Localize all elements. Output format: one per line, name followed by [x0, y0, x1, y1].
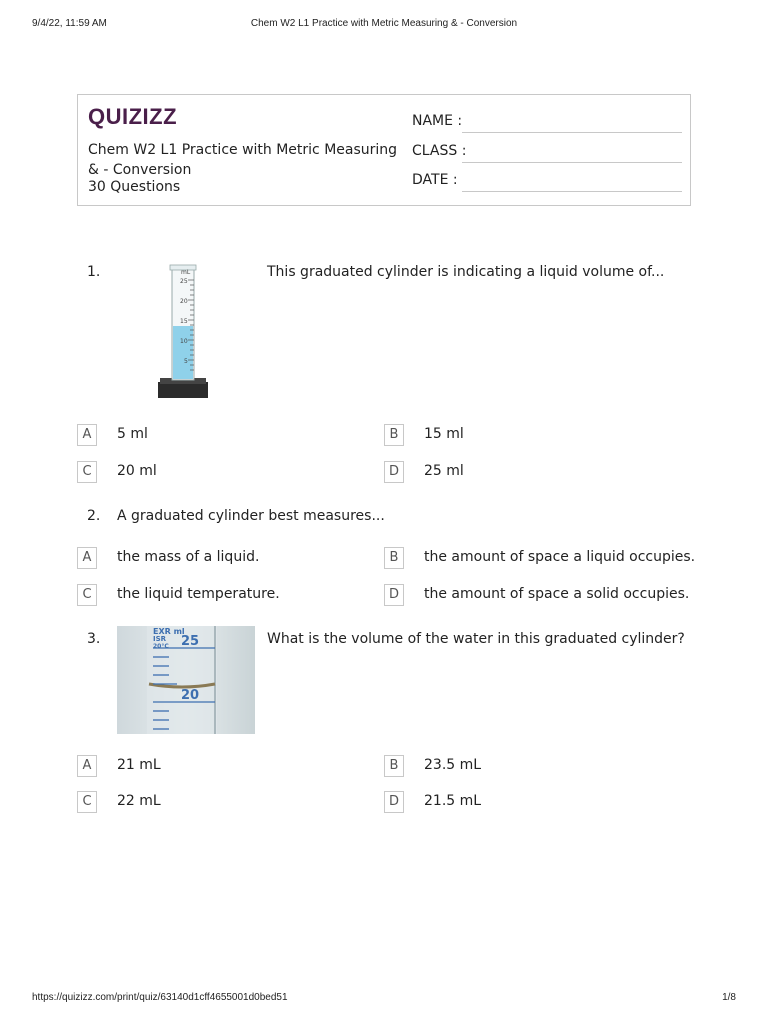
option-text: 21 mL — [117, 757, 161, 773]
question-2-option-a[interactable] — [77, 547, 377, 569]
question-3-option-d[interactable] — [384, 791, 684, 813]
date-label: DATE : — [412, 172, 458, 188]
option-text: 21.5 mL — [424, 793, 482, 809]
question-2-option-c[interactable] — [77, 584, 377, 606]
cylinder-photo-image — [117, 626, 255, 734]
photo-label: 20 — [181, 688, 200, 703]
question-2-number: 2. — [87, 508, 101, 524]
photo-label: 25 — [181, 634, 200, 649]
class-label: CLASS : — [412, 143, 467, 159]
print-url: https://quizizz.com/print/quiz/63140d1cff4655001d0bed51 — [32, 992, 288, 1003]
question-1-option-b[interactable] — [384, 424, 684, 446]
print-datetime: 9/4/22, 11:59 AM — [32, 18, 107, 29]
print-title: Chem W2 L1 Practice with Metric Measuring & - Conversion — [250, 18, 518, 29]
name-field[interactable] — [412, 111, 682, 133]
photo-label: EXR ml — [153, 627, 185, 636]
question-3-option-c[interactable] — [77, 791, 377, 813]
page-number: 1/8 — [722, 992, 736, 1003]
question-2-option-d[interactable] — [384, 584, 690, 606]
option-letter: C — [77, 791, 97, 813]
option-letter: D — [384, 791, 404, 813]
name-line — [462, 132, 682, 133]
question-2-text: A graduated cylinder best measures... — [117, 508, 385, 524]
question-1-text: This graduated cylinder is indicating a liquid volume of... — [267, 264, 665, 280]
question-1-option-a[interactable] — [77, 424, 377, 446]
option-text: 15 ml — [424, 426, 464, 442]
option-text: the amount of space a liquid occupies. — [424, 549, 696, 565]
photo-label: 20°C — [153, 643, 169, 650]
quiz-title: Chem W2 L1 Practice with Metric Measuring & - Conversion — [88, 142, 398, 178]
question-3-option-a[interactable] — [77, 755, 377, 777]
cylinder-label: 10 — [180, 338, 188, 345]
option-text: 25 ml — [424, 463, 464, 479]
quiz-header-box — [77, 94, 691, 206]
question-1-number: 1. — [87, 264, 101, 280]
cylinder-label: 5 — [184, 358, 188, 365]
graduated-cylinder-image — [150, 262, 218, 402]
option-letter: D — [384, 584, 404, 606]
option-text: the liquid temperature. — [117, 586, 280, 602]
cylinder-label: 15 — [180, 318, 188, 325]
option-text: 20 ml — [117, 463, 157, 479]
option-letter: A — [77, 424, 97, 446]
question-3-option-b[interactable] — [384, 755, 684, 777]
question-3-text: What is the volume of the water in this graduated cylinder? — [267, 631, 685, 647]
question-3-number: 3. — [87, 631, 101, 647]
option-text: 23.5 mL — [424, 757, 482, 773]
option-letter: B — [384, 424, 404, 446]
option-text: 5 ml — [117, 426, 148, 442]
option-letter: C — [77, 584, 97, 606]
cylinder-label: 20 — [180, 298, 188, 305]
cylinder-label: mL — [181, 269, 191, 276]
date-field[interactable] — [412, 170, 682, 192]
option-text: the amount of space a solid occupies. — [424, 586, 690, 602]
date-line — [462, 191, 682, 192]
option-letter: A — [77, 755, 97, 777]
option-text: 22 mL — [117, 793, 161, 809]
question-count: 30 Questions — [88, 179, 181, 195]
option-letter: A — [77, 547, 97, 569]
option-letter: C — [77, 461, 97, 483]
class-field[interactable] — [412, 141, 682, 163]
print-footer — [32, 992, 736, 1006]
question-2-option-b[interactable] — [384, 547, 696, 569]
cylinder-label: 25 — [180, 278, 188, 285]
option-letter: B — [384, 547, 404, 569]
photo-label: ISR — [153, 635, 167, 643]
quizizz-logo: QUIZIZZ — [88, 104, 178, 129]
option-text: the mass of a liquid. — [117, 549, 260, 565]
class-line — [462, 162, 682, 163]
question-1-option-c[interactable] — [77, 461, 377, 483]
option-letter: B — [384, 755, 404, 777]
question-1-option-d[interactable] — [384, 461, 684, 483]
option-letter: D — [384, 461, 404, 483]
name-label: NAME : — [412, 113, 463, 129]
print-header — [32, 18, 736, 32]
